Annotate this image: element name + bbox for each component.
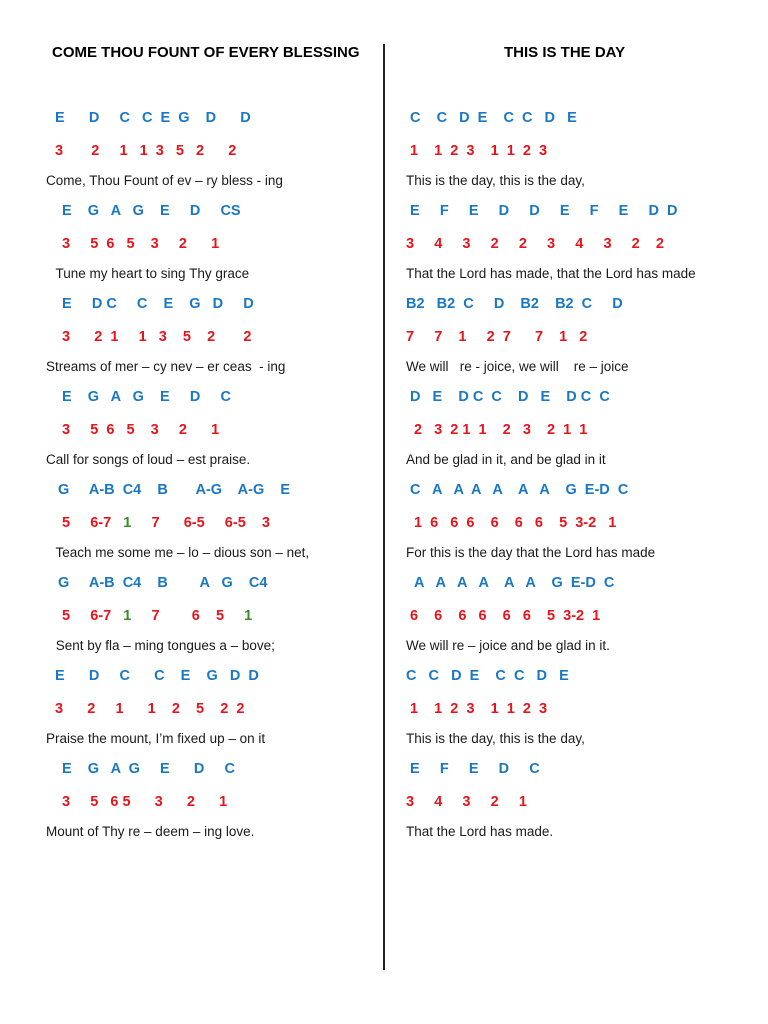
note-letters-line: E F E D C xyxy=(410,761,540,777)
note-letters-line: A A A A A A G E-D C xyxy=(414,575,615,591)
note-letters-line: G A-B C4 B A G C4 xyxy=(58,575,268,591)
lyric-line: This is the day, this is the day, xyxy=(406,173,585,188)
note-letters-line: E D C C E G D D xyxy=(55,668,259,684)
note-letters-line: C A A A A A A G E-D C xyxy=(410,482,629,498)
right-column xyxy=(386,0,768,1024)
lyric-line: That the Lord has made. xyxy=(406,824,554,839)
note-letters-line: E D C C E G D D xyxy=(62,296,254,312)
note-numbers-line: 7 7 1 2 7 7 1 2 xyxy=(406,329,588,345)
lyric-line: Come, Thou Fount of ev – ry bless - ing xyxy=(46,173,283,188)
note-numbers-line: 3 5 6 5 3 2 1 xyxy=(62,236,220,252)
note-numbers-line: 1 1 2 3 1 1 2 3 xyxy=(410,143,548,159)
note-letters-line: E G A G E D CS xyxy=(62,203,241,219)
note-numbers-line: 1 6 6 6 6 6 6 5 3-2 1 xyxy=(414,515,617,531)
lyric-line: Streams of mer – cy nev – er ceas - ing xyxy=(46,359,286,374)
note-letters-line: B2 B2 C D B2 B2 C D xyxy=(406,296,623,312)
song-title-right: THIS IS THE DAY xyxy=(504,44,626,61)
note-numbers-line: 3 2 1 1 3 5 2 2 xyxy=(62,329,252,345)
note-numbers-line: 3 2 1 1 3 5 2 2 xyxy=(55,143,237,159)
note-numbers-line: 3 5 6 5 3 2 1 xyxy=(62,422,220,438)
note-numbers-line: 1 1 2 3 1 1 2 3 xyxy=(410,701,548,717)
lyric-line: Teach me some me – lo – dious son – net, xyxy=(52,545,310,560)
column-divider xyxy=(383,44,385,970)
note-letters-line: E G A G E D C xyxy=(62,389,231,405)
lyric-line: For this is the day that the Lord has made xyxy=(406,545,656,560)
lyric-line: Sent by fla – ming tongues a – bove; xyxy=(52,638,275,653)
lyric-line: And be glad in it, and be glad in it xyxy=(406,452,606,467)
lyric-line: We will re – joice and be glad in it. xyxy=(406,638,610,653)
note-numbers-line: 3 4 3 2 2 3 4 3 2 2 xyxy=(406,236,664,252)
note-numbers-line: 5 6-7 1 7 6 5 1 xyxy=(62,608,253,624)
note-numbers-line: 5 6-7 1 7 6-5 6-5 3 xyxy=(62,515,270,531)
lyric-line: That the Lord has made, that the Lord has made xyxy=(406,266,696,281)
note-numbers-line: 3 4 3 2 1 xyxy=(406,794,527,810)
lyric-line: This is the day, this is the day, xyxy=(406,731,585,746)
lyric-line: Tune my heart to sing Thy grace xyxy=(52,266,250,281)
note-letters-line: C C D E C C D E xyxy=(410,110,577,126)
note-numbers-line: 2 3 2 1 1 2 3 2 1 1 xyxy=(414,422,588,438)
note-numbers-line: 3 5 6 5 3 2 1 xyxy=(62,794,228,810)
lyric-line: Praise the mount, I’m fixed up – on it xyxy=(46,731,266,746)
lyric-line: Call for songs of loud – est praise. xyxy=(46,452,251,467)
note-letters-line: E D C C E G D D xyxy=(55,110,251,126)
note-letters-line: E G A G E D C xyxy=(62,761,235,777)
lyric-line: Mount of Thy re – deem – ing love. xyxy=(46,824,255,839)
note-numbers-line: 6 6 6 6 6 6 5 3-2 1 xyxy=(410,608,601,624)
note-letters-line: G A-B C4 B A-G A-G E xyxy=(58,482,291,498)
note-letters-line: D E D C C D E D C C xyxy=(410,389,610,405)
note-letters-line: C C D E C C D E xyxy=(406,668,569,684)
lyric-line: We will re - joice, we will re – joice xyxy=(406,359,629,374)
song-title-left: COME THOU FOUNT OF EVERY BLESSING xyxy=(52,44,360,61)
note-letters-line: E F E D D E F E D D xyxy=(410,203,678,219)
note-numbers-line: 3 2 1 1 2 5 2 2 xyxy=(55,701,245,717)
